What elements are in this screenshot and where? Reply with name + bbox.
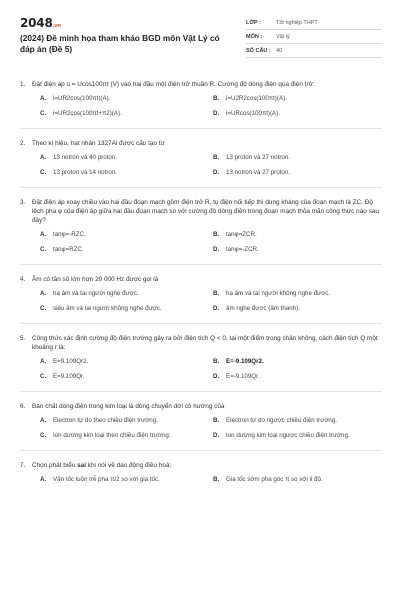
option-text: Electron tự do ngược chiều điện trường. bbox=[226, 417, 338, 424]
question-list bbox=[20, 80, 382, 485]
divider bbox=[20, 128, 382, 129]
document-header bbox=[20, 10, 380, 62]
option-letter: B. bbox=[213, 417, 220, 424]
question-body: Đặt điện áp xoay chiều vào hai đầu đoạn mạch gồm điện trở R, tụ điện nối tiếp thì dung kháng của đoạn mạch là ZC. Độ lệch pha φ của điện áp giữa hai đầu đoạn mạch so với cường độ dòng điện trong đoạn mạch thỏa mãn công thức nào sau đây? bbox=[32, 199, 379, 224]
question-text bbox=[20, 198, 382, 225]
question-2 bbox=[20, 139, 382, 177]
meta-row-class bbox=[246, 16, 382, 30]
question-number: 1. bbox=[20, 81, 26, 88]
answer-option-a[interactable] bbox=[40, 95, 213, 104]
option-letter: D. bbox=[213, 245, 220, 253]
option-text: hạ âm và tai người nghe được. bbox=[53, 290, 139, 297]
option-letter: C. bbox=[40, 245, 47, 253]
option-text: 13 notron và 40 proton. bbox=[53, 154, 117, 161]
answer-option-c[interactable] bbox=[40, 169, 213, 178]
answer-options bbox=[40, 231, 382, 254]
question-text-emphasis: sai bbox=[77, 462, 87, 469]
question-number: 2. bbox=[20, 140, 26, 147]
logo-suffix-text: .vn bbox=[52, 23, 61, 29]
option-letter: B. bbox=[213, 476, 220, 483]
meta-row-count bbox=[246, 44, 382, 58]
option-letter: C. bbox=[40, 109, 47, 117]
divider bbox=[20, 391, 382, 392]
option-letter: A. bbox=[40, 95, 47, 102]
answer-option-b[interactable] bbox=[213, 290, 388, 299]
answer-option-b[interactable] bbox=[213, 417, 388, 426]
question-text bbox=[20, 80, 382, 89]
option-text: Vận tốc luôn trễ pha π/2 so với gia tốc. bbox=[53, 476, 160, 483]
question-body: Công thức xác định cường độ điện trường gây ra bởi điện tích Q < 0, tại một điểm trong chân không, cách điện tích Q một khoảng r là: bbox=[32, 335, 378, 351]
divider bbox=[20, 323, 382, 324]
meta-value: 40 bbox=[276, 47, 283, 54]
site-logo[interactable] bbox=[20, 16, 61, 30]
question-7 bbox=[20, 461, 382, 485]
meta-value: Tốt nghiệp THPT bbox=[276, 19, 318, 26]
question-number: 5. bbox=[20, 335, 26, 342]
question-body: Đặt điện áp u = Ucos100πt (V) vào hai đầu một điện trở thuần R. Cường độ dòng điện qua điện trở: bbox=[32, 81, 315, 88]
question-4 bbox=[20, 275, 382, 313]
answer-option-b[interactable] bbox=[213, 231, 388, 240]
question-number: 4. bbox=[20, 276, 26, 283]
question-text bbox=[20, 461, 382, 470]
option-text: siêu âm và tai người không nghe được. bbox=[53, 304, 162, 312]
option-text: i=URcos(100πt)(A). bbox=[226, 109, 280, 117]
option-text: tanφ=RZC. bbox=[53, 245, 84, 253]
option-text: E=9.109Qr. bbox=[53, 372, 85, 380]
question-text-before: Chọn phát biểu bbox=[32, 462, 78, 469]
document-meta bbox=[246, 16, 382, 58]
option-text: âm nghe được (âm thanh). bbox=[226, 304, 300, 312]
question-1 bbox=[20, 80, 382, 118]
answer-option-a[interactable] bbox=[40, 290, 213, 299]
option-text: hạ âm và tai người không nghe được. bbox=[226, 290, 331, 297]
option-letter: D. bbox=[213, 109, 220, 117]
option-letter: C. bbox=[40, 431, 47, 439]
question-text bbox=[20, 334, 382, 352]
question-text-after: khi nói về dao động điều hoà: bbox=[86, 462, 172, 469]
meta-value: Vật lý bbox=[276, 33, 290, 40]
answer-option-a[interactable] bbox=[40, 417, 213, 426]
option-letter: D. bbox=[213, 372, 220, 380]
answer-option-d[interactable] bbox=[213, 373, 388, 382]
question-3 bbox=[20, 198, 382, 254]
option-letter: A. bbox=[40, 154, 47, 161]
option-letter: D. bbox=[213, 431, 220, 439]
question-text bbox=[20, 139, 382, 148]
question-body bbox=[32, 461, 382, 470]
meta-label: LỚP : bbox=[246, 19, 261, 26]
option-text: i=U2R2cos(100πt)(A). bbox=[226, 95, 287, 102]
option-letter: D. bbox=[213, 168, 220, 176]
option-text: tanφ=ZCR. bbox=[226, 231, 257, 238]
option-text: 13 proton và 27 notron. bbox=[226, 154, 290, 161]
answer-option-c[interactable] bbox=[40, 373, 213, 382]
answer-option-b[interactable] bbox=[213, 476, 388, 485]
answer-options bbox=[40, 95, 382, 118]
question-number: 6. bbox=[20, 403, 26, 410]
answer-option-d[interactable] bbox=[213, 432, 388, 441]
option-letter: B. bbox=[213, 231, 220, 238]
meta-row-subject bbox=[246, 30, 382, 44]
answer-option-b[interactable] bbox=[213, 95, 388, 104]
option-text: 13 proton và 14 notron. bbox=[53, 168, 117, 176]
option-text: Electron tự do theo chiều điện trường. bbox=[53, 417, 158, 424]
option-text: tanφ=-RZC. bbox=[53, 231, 86, 238]
option-letter: A. bbox=[40, 417, 47, 424]
option-letter: A. bbox=[40, 231, 47, 238]
option-text: Gia tốc sớm pha góc π so với li độ. bbox=[226, 476, 323, 483]
meta-label: MÔN : bbox=[246, 33, 263, 40]
answer-options bbox=[40, 476, 382, 485]
answer-option-c[interactable] bbox=[40, 305, 213, 314]
document-title: (2024) Đề minh họa tham khảo BGD môn Vật Lý có đáp án (Đề 5) bbox=[20, 33, 220, 54]
answer-option-a[interactable] bbox=[40, 358, 213, 367]
option-text: E=-9.109Qr. bbox=[226, 372, 260, 380]
answer-options bbox=[40, 417, 382, 440]
answer-option-b[interactable] bbox=[213, 358, 388, 367]
option-letter: A. bbox=[40, 476, 47, 483]
option-letter: C. bbox=[40, 304, 47, 312]
answer-option-d[interactable] bbox=[213, 169, 388, 178]
option-text: i=UR2cos(100πt)(A). bbox=[53, 95, 111, 102]
option-text: Ion dương kim loại theo chiều điện trường. bbox=[53, 431, 171, 439]
answer-option-d[interactable] bbox=[213, 246, 388, 255]
divider bbox=[20, 450, 382, 451]
answer-option-d[interactable] bbox=[213, 110, 388, 119]
option-text: Ion dương kim loại ngược chiều điện trường. bbox=[226, 431, 350, 439]
answer-option-c[interactable] bbox=[40, 432, 213, 441]
option-letter: B. bbox=[213, 95, 220, 102]
answer-options bbox=[40, 154, 382, 177]
question-5 bbox=[20, 334, 382, 381]
answer-options bbox=[40, 290, 382, 313]
answer-option-a[interactable] bbox=[40, 154, 213, 163]
question-text bbox=[20, 402, 382, 411]
question-text bbox=[20, 275, 382, 284]
option-letter: C. bbox=[40, 168, 47, 176]
option-letter: B. bbox=[213, 358, 220, 365]
answer-option-b[interactable] bbox=[213, 154, 388, 163]
option-text: i=UR2cos(100πt+π2)(A). bbox=[53, 109, 122, 117]
option-text: E=9.109Qr2. bbox=[53, 358, 89, 365]
option-text: 13 notron và 27 proton. bbox=[226, 168, 290, 176]
question-6 bbox=[20, 402, 382, 440]
answer-option-c[interactable] bbox=[40, 110, 213, 119]
answer-option-d[interactable] bbox=[213, 305, 388, 314]
option-letter: A. bbox=[40, 290, 47, 297]
question-body: Theo kí hiệu, hạt nhân 1327Al được cấu tạo từ bbox=[32, 140, 165, 147]
option-text: E=-9.109Qr2. bbox=[226, 358, 264, 365]
question-number: 3. bbox=[20, 199, 26, 206]
meta-label: SỐ CÂU : bbox=[246, 47, 271, 54]
option-letter: D. bbox=[213, 304, 220, 312]
answer-option-a[interactable] bbox=[40, 231, 213, 240]
logo-main-text: 2048 bbox=[20, 16, 53, 30]
answer-options bbox=[40, 358, 382, 381]
option-text: tanφ=-ZCR. bbox=[226, 245, 259, 253]
option-letter: B. bbox=[213, 290, 220, 297]
question-body: Âm có tần số lớn hơn 20 000 Hz được gọi là bbox=[32, 276, 159, 283]
answer-option-a[interactable] bbox=[40, 476, 213, 485]
option-letter: B. bbox=[213, 154, 220, 161]
option-letter: C. bbox=[40, 372, 47, 380]
answer-option-c[interactable] bbox=[40, 246, 213, 255]
question-number: 7. bbox=[20, 462, 26, 469]
divider bbox=[20, 264, 382, 265]
divider bbox=[20, 187, 382, 188]
option-letter: A. bbox=[40, 358, 47, 365]
question-body: Bản chất dòng điện trong kim loại là dòng chuyển dời có hướng của bbox=[32, 403, 225, 410]
